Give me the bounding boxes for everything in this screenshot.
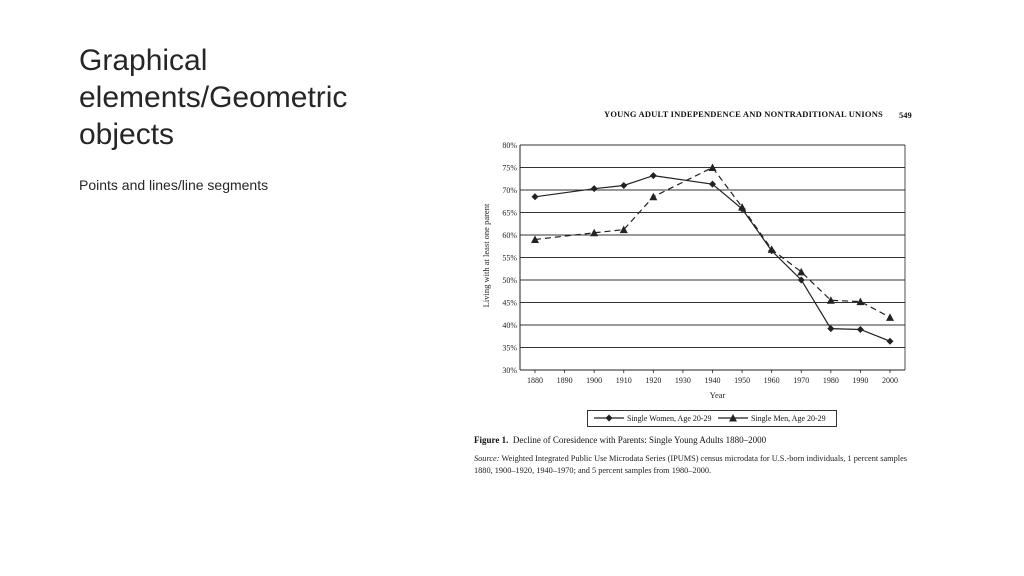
x-tick-label-1890: 1890 [556, 376, 573, 385]
x-tick-label-1960: 1960 [763, 376, 780, 385]
legend-swatch-women [594, 413, 624, 423]
y-tick-label-75: 75% [502, 163, 517, 173]
figure-running-header: YOUNG ADULT INDEPENDENCE AND NONTRADITIONAL UNIONS [604, 109, 883, 119]
data-point-women-1900 [591, 185, 598, 192]
x-tick-label-1900: 1900 [586, 376, 603, 385]
chart-legend [587, 410, 837, 427]
y-tick-label-70: 70% [502, 186, 517, 195]
x-tick-label-1950: 1950 [734, 376, 751, 385]
y-tick-label-60: 60% [502, 231, 517, 240]
caption-label: Figure 1. [474, 435, 509, 445]
legend-item-women [594, 413, 712, 423]
series-line-women [535, 176, 890, 342]
data-point-women-1880 [532, 193, 539, 200]
legend-item-men [718, 413, 826, 423]
y-tick-label-80: 80% [502, 141, 517, 150]
figure-page-number: 549 [899, 110, 912, 120]
line-chart [470, 130, 920, 400]
legend-swatch-men [718, 413, 748, 423]
figure-caption [474, 435, 924, 445]
slide-title: Graphical elements/Geometric objects [79, 44, 348, 151]
y-tick-label-30: 30% [502, 366, 517, 375]
y-tick-label-35: 35% [502, 343, 517, 353]
y-axis-title: Living with at least one parent [481, 203, 491, 308]
y-tick-label-45: 45% [502, 298, 517, 308]
x-tick-label-1880: 1880 [527, 376, 543, 385]
legend-label-men: Single Men, Age 20-29 [751, 413, 826, 423]
y-tick-label-65: 65% [502, 208, 517, 218]
y-tick-label-40: 40% [502, 321, 517, 330]
data-point-women-1980 [827, 325, 834, 332]
x-tick-label-1930: 1930 [674, 376, 691, 385]
x-tick-label-1970: 1970 [793, 376, 810, 385]
x-tick-label-1910: 1910 [615, 376, 632, 385]
slide-subtitle: Points and lines/line segments [79, 177, 269, 193]
x-tick-label-1920: 1920 [645, 376, 662, 385]
data-point-women-1910 [620, 182, 627, 189]
data-point-women-1920 [650, 172, 657, 179]
data-point-men-2000 [886, 313, 894, 321]
x-tick-label-1980: 1980 [822, 376, 839, 385]
legend-label-women: Single Women, Age 20-29 [627, 413, 712, 423]
x-tick-label-1990: 1990 [852, 376, 869, 385]
y-tick-label-50: 50% [502, 276, 517, 285]
data-point-women-1990 [857, 326, 864, 333]
source-text: Weighted Integrated Public Use Microdata Series (IPUMS) census microdata for U.S.-born individuals, 1 percent samples 1880, 1900–1920, 1940–1970; and 5 percent samples from 1980–2000. [474, 454, 907, 475]
data-point-women-2000 [887, 338, 894, 345]
x-tick-label-1940: 1940 [704, 376, 721, 385]
x-axis-title: Year [709, 390, 726, 400]
x-tick-label-2000: 2000 [882, 376, 898, 385]
caption-text: Decline of Coresidence with Parents: Single Young Adults 1880–2000 [512, 435, 767, 445]
source-label: Source: [474, 454, 500, 463]
figure-source-note [474, 453, 924, 477]
y-tick-label-55: 55% [502, 253, 517, 263]
data-point-men-1920 [649, 193, 657, 201]
